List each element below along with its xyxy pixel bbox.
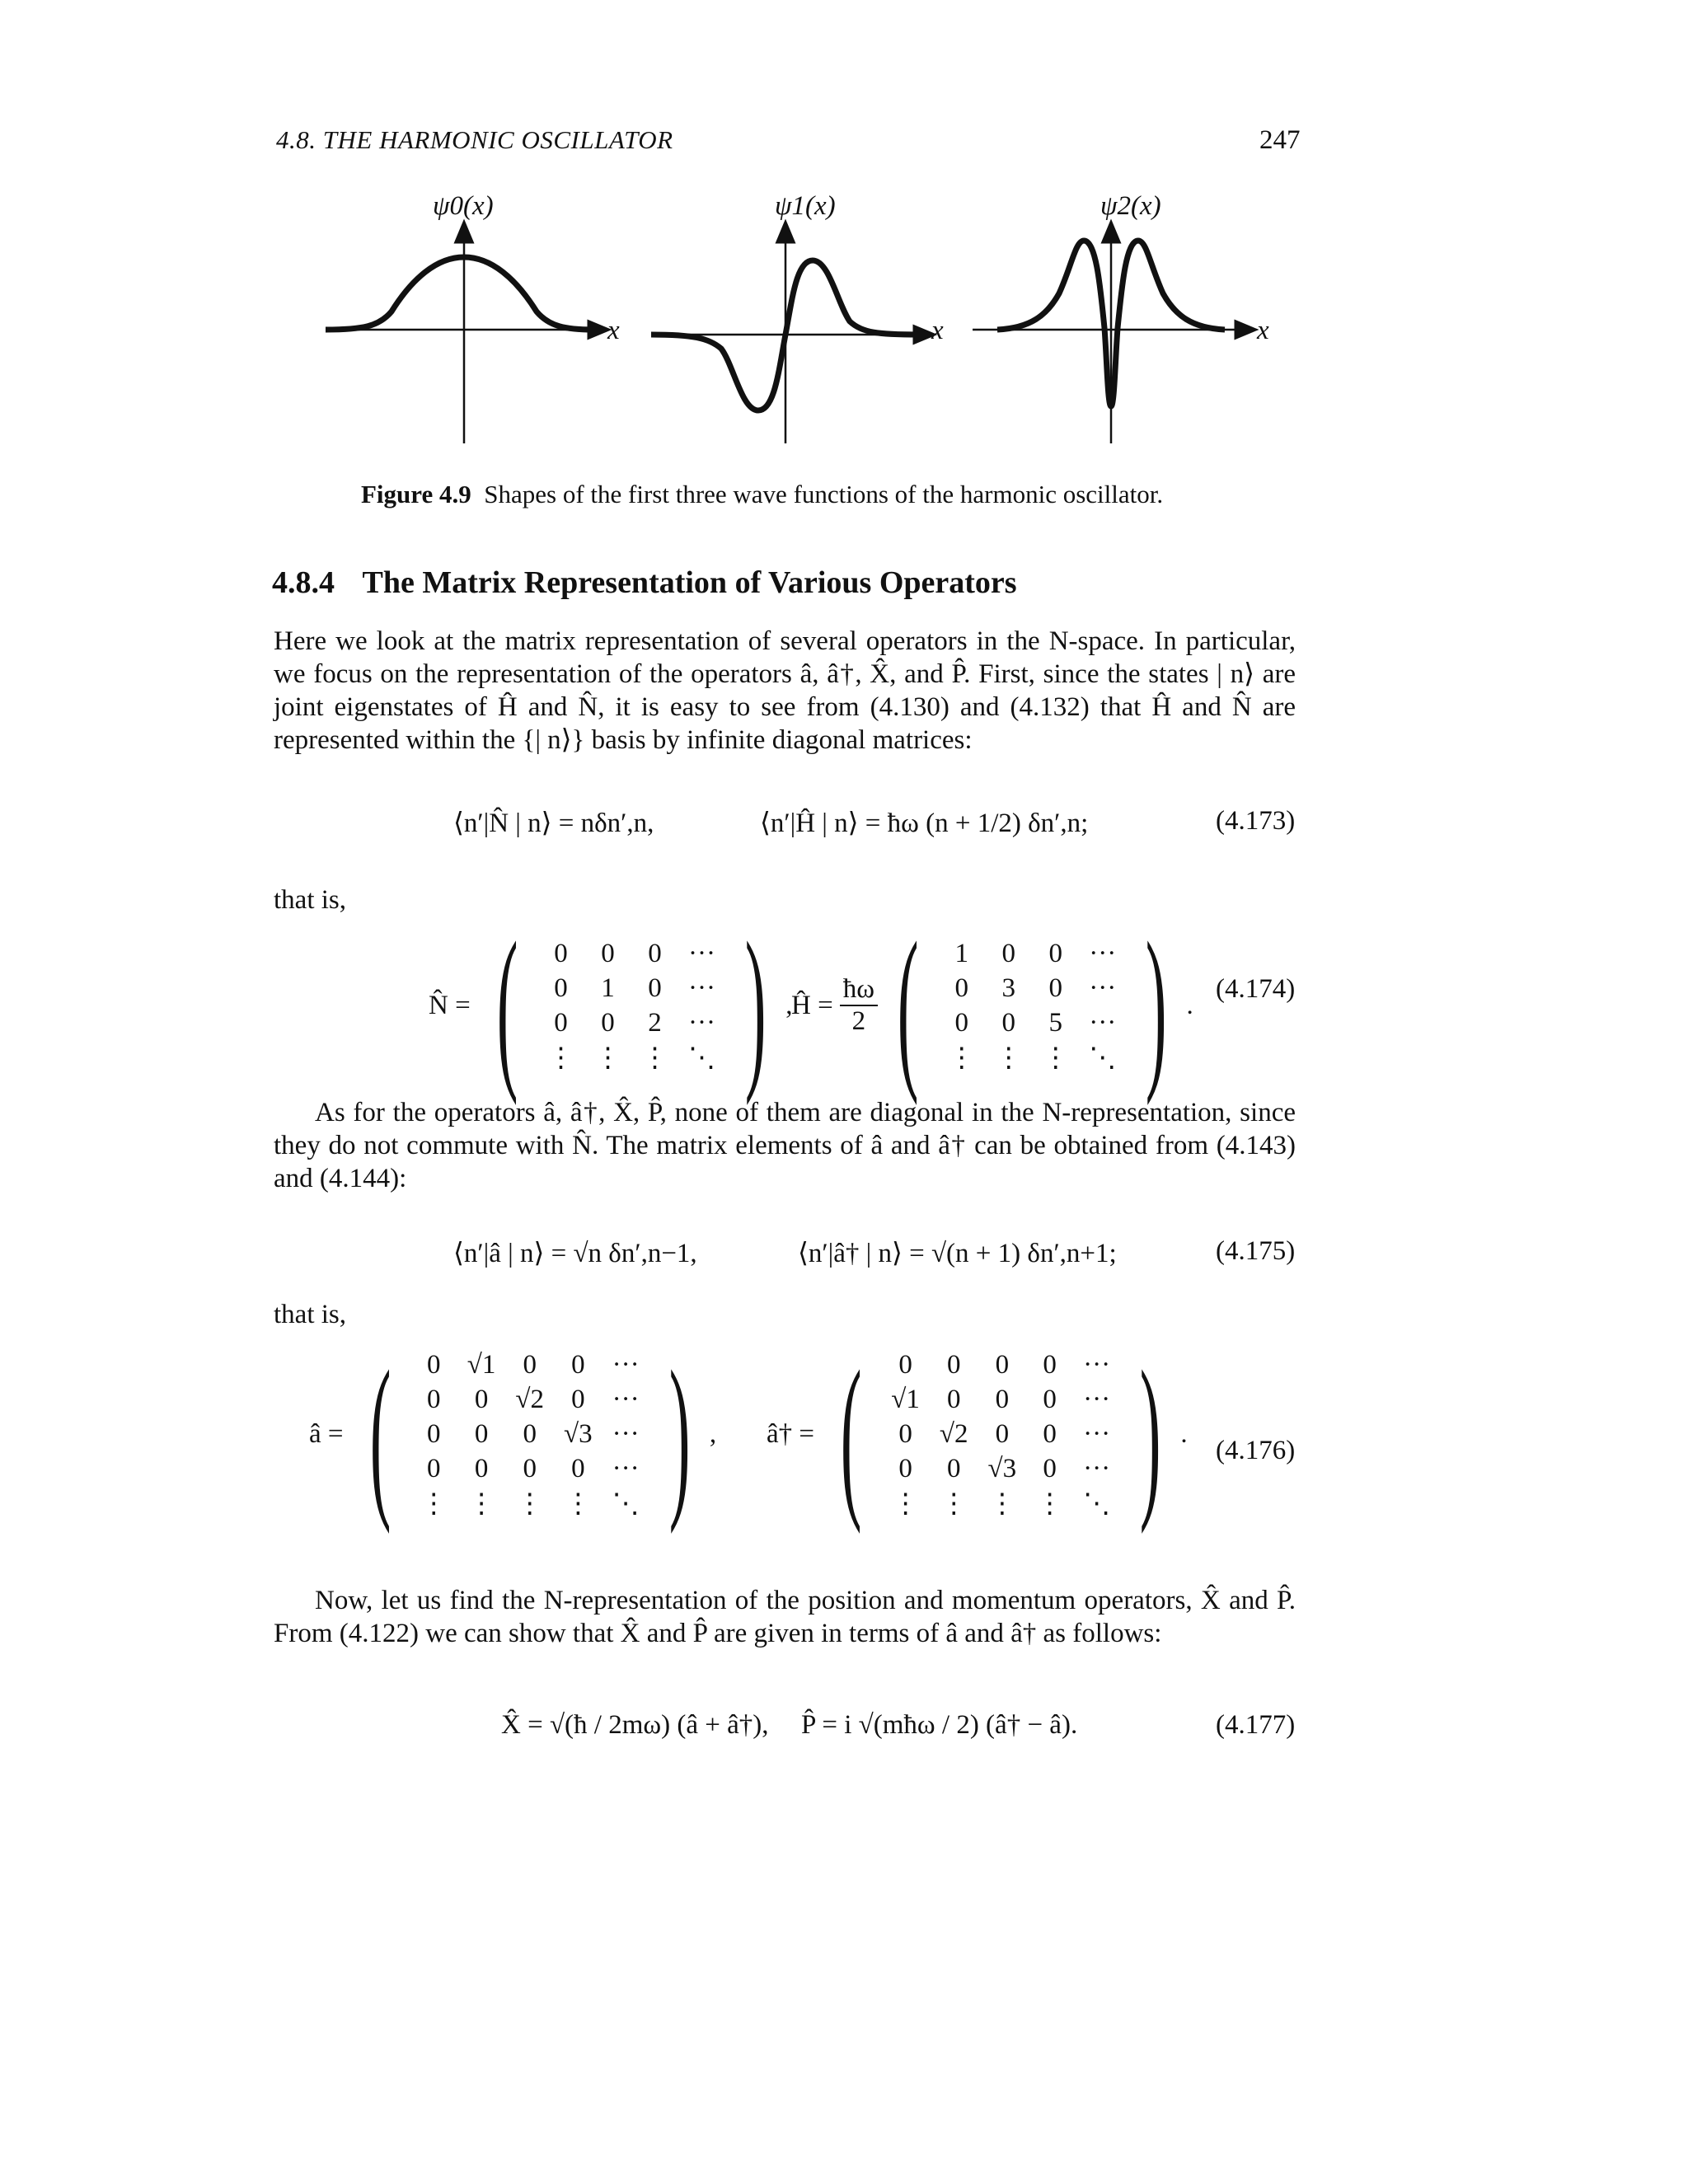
left-paren: (: [496, 905, 518, 1106]
paragraph-1: Here we look at the matrix representation of several operators in the N-space. In particular, we focus on the representation of the operators â, â†, X̂, and P̂. First, since the states | n⟩ are joint eigenstates of Ĥ and N̂, it is easy to see from (4.130) and (4.132) that Ĥ and N̂ are represented within the {| n⟩} basis by infinite diagonal matrices:: [274, 626, 1296, 755]
matrix-cell: ⋮: [467, 1489, 495, 1519]
eq-4-175-number: (4.175): [1216, 1236, 1296, 1266]
matrix-cell: 0: [946, 1349, 961, 1380]
eq-4-177-number: (4.177): [1216, 1710, 1296, 1740]
matrix-cell: ···: [612, 1418, 640, 1449]
eq-4-176-a: [309, 1333, 717, 1535]
matrix-cell: 0: [1001, 1007, 1015, 1038]
matrix-cell: ⋮: [948, 1043, 976, 1073]
a-matrix: [410, 1347, 649, 1521]
matrix-cell: ⋮: [593, 1043, 621, 1073]
right-paren: ): [1139, 1333, 1161, 1535]
matrix-cell: ⋮: [1042, 1043, 1070, 1073]
matrix-cell: 0: [898, 1418, 912, 1449]
eq-4-175-left: ⟨n′|â | n⟩ = √n δn′,n−1,: [453, 1239, 697, 1268]
matrix-cell: √3: [564, 1418, 593, 1449]
eq-4-173-right: ⟨n′|Ĥ | n⟩ = ħω (n + 1/2) δn′,n;: [760, 808, 1089, 838]
matrix-cell: ···: [1083, 1453, 1111, 1483]
a-dagger-matrix: [881, 1347, 1120, 1521]
paragraph-2: As for the operators â, â†, X̂, P̂, none of them are diagonal in the N-representation, since they do not commute with N̂. The matrix elements of â and â† can be obtained from (4.143) and (4.144):: [274, 1098, 1296, 1193]
matrix-cell: ···: [1083, 1418, 1111, 1449]
eq-4-176-number: (4.176): [1216, 1436, 1296, 1465]
matrix-cell: 0: [954, 1007, 968, 1038]
matrix-cell: 0: [601, 1007, 615, 1038]
x-label-3: x: [1257, 316, 1269, 345]
matrix-cell: ···: [1089, 972, 1117, 1003]
matrix-cell: 0: [898, 1453, 912, 1483]
matrix-cell: 0: [554, 1007, 568, 1038]
section-number: 4.8.4: [272, 565, 335, 600]
matrix-cell: ···: [612, 1384, 640, 1414]
matrix-cell: 0: [523, 1453, 537, 1483]
matrix-cell: ⋮: [988, 1489, 1016, 1519]
matrix-cell: 0: [427, 1418, 441, 1449]
matrix-cell: 0: [474, 1453, 489, 1483]
psi0-curve: [326, 257, 593, 330]
matrix-cell: 0: [1043, 1418, 1057, 1449]
period: .: [1180, 1418, 1188, 1449]
left-paren: (: [369, 1333, 391, 1535]
plot-psi2: [973, 229, 1249, 443]
eq-4-173-number: (4.173): [1216, 806, 1296, 836]
matrix-cell: 0: [1043, 1384, 1057, 1414]
eq-4-174-number: (4.174): [1216, 974, 1296, 1004]
matrix-cell: 0: [523, 1418, 537, 1449]
comma: ,: [785, 990, 793, 1020]
H-matrix: [938, 936, 1126, 1075]
plot-psi1: [651, 229, 927, 443]
matrix-cell: ⋮: [516, 1489, 544, 1519]
matrix-cell: √1: [467, 1349, 496, 1380]
plot-psi0: [326, 229, 602, 443]
matrix-cell: 0: [648, 972, 662, 1003]
matrix-cell: 3: [1001, 972, 1015, 1003]
matrix-cell: √2: [939, 1418, 968, 1449]
matrix-cell: ⋱: [687, 1043, 715, 1073]
that-is-2: that is,: [274, 1300, 346, 1329]
figure-label: Figure 4.9: [361, 480, 471, 509]
matrix-cell: 0: [1048, 938, 1062, 968]
matrix-cell: 0: [523, 1349, 537, 1380]
N-matrix-label: N̂ =: [429, 990, 471, 1020]
matrix-cell: 0: [995, 1384, 1010, 1414]
matrix-cell: ···: [687, 938, 715, 968]
eq-4-173-left: ⟨n′|N̂ | n⟩ = nδn′,n,: [453, 808, 654, 838]
matrix-cell: 0: [474, 1384, 489, 1414]
matrix-cell: 5: [1048, 1007, 1062, 1038]
running-header: 4.8. THE HARMONIC OSCILLATOR: [276, 125, 673, 154]
matrix-cell: ⋱: [1089, 1043, 1117, 1073]
matrix-cell: ⋮: [564, 1489, 592, 1519]
N-matrix: [537, 936, 725, 1075]
matrix-cell: 0: [898, 1349, 912, 1380]
matrix-cell: ⋮: [940, 1489, 968, 1519]
matrix-cell: 0: [1043, 1453, 1057, 1483]
matrix-cell: 0: [946, 1453, 961, 1483]
matrix-cell: ···: [687, 972, 715, 1003]
right-paren: ): [668, 1333, 691, 1535]
matrix-cell: ···: [612, 1349, 640, 1380]
section-heading: [272, 565, 1017, 601]
matrix-cell: ⋮: [1036, 1489, 1064, 1519]
left-paren: (: [840, 1333, 862, 1535]
H-prefactor: [840, 974, 878, 1037]
matrix-cell: 0: [427, 1453, 441, 1483]
matrix-cell: ⋮: [995, 1043, 1023, 1073]
right-paren: ): [744, 905, 767, 1106]
matrix-cell: 0: [571, 1349, 585, 1380]
psi1-label: ψ1(x): [775, 191, 836, 221]
section-title: The Matrix Representation of Various Operators: [362, 565, 1017, 600]
matrix-cell: ···: [612, 1453, 640, 1483]
psi2-label: ψ2(x): [1100, 191, 1161, 221]
paragraph-3: Now, let us find the N-representation of the position and momentum operators, X̂ and P̂. From (4.122) we can show that X̂ and P̂ are given in terms of â and â† as follows:: [274, 1586, 1296, 1648]
x-label-2: x: [931, 316, 944, 345]
matrix-cell: √1: [891, 1384, 920, 1414]
matrix-cell: 0: [554, 938, 568, 968]
matrix-cell: ⋱: [612, 1489, 640, 1519]
matrix-cell: 0: [1048, 972, 1062, 1003]
comma: ,: [709, 1418, 717, 1449]
matrix-cell: ⋮: [546, 1043, 574, 1073]
that-is-1: that is,: [274, 885, 346, 915]
matrix-cell: √3: [987, 1453, 1017, 1483]
psi0-label: ψ0(x): [433, 191, 494, 221]
eq-4-175-right: ⟨n′|â† | n⟩ = √(n + 1) δn′,n+1;: [798, 1239, 1117, 1268]
matrix-cell: 0: [427, 1349, 441, 1380]
H-matrix-label: Ĥ =: [791, 990, 833, 1020]
matrix-cell: ⋮: [892, 1489, 920, 1519]
matrix-cell: 1: [954, 938, 968, 968]
matrix-cell: 0: [427, 1384, 441, 1414]
eq-4-176-adag: [767, 1333, 1188, 1535]
matrix-cell: ⋱: [1083, 1489, 1111, 1519]
wavefunction-figure: [313, 188, 1302, 452]
matrix-cell: 0: [554, 972, 568, 1003]
figure-caption: [361, 480, 1163, 509]
matrix-cell: 1: [601, 972, 615, 1003]
matrix-cell: 0: [954, 972, 968, 1003]
matrix-cell: 0: [601, 938, 615, 968]
matrix-cell: ···: [1089, 1007, 1117, 1038]
eq-4-174-H: [791, 905, 1193, 1106]
prefactor-denominator: 2: [851, 1006, 866, 1036]
prefactor-numerator: ħω: [840, 974, 878, 1006]
matrix-cell: ···: [687, 1007, 715, 1038]
matrix-cell: ···: [1083, 1384, 1111, 1414]
eq-4-177-right: P̂ = i √(mħω / 2) (â† − â).: [801, 1710, 1078, 1740]
matrix-cell: ⋮: [420, 1489, 448, 1519]
page-number: 247: [1259, 125, 1301, 155]
right-paren: ): [1146, 905, 1167, 1106]
caption-text: Shapes of the first three wave functions of the harmonic oscillator.: [484, 480, 1164, 509]
matrix-cell: 0: [995, 1349, 1010, 1380]
a-matrix-label: â =: [309, 1418, 344, 1449]
eq-4-177-left: X̂ = √(ħ / 2mω) (â + â†),: [501, 1710, 769, 1740]
left-paren: (: [897, 905, 919, 1106]
x-label-1: x: [607, 316, 620, 345]
eq-4-174-N: [429, 905, 793, 1106]
matrix-cell: 0: [1043, 1349, 1057, 1380]
matrix-cell: ⋮: [640, 1043, 668, 1073]
matrix-cell: ···: [1089, 938, 1117, 968]
matrix-cell: 0: [995, 1418, 1010, 1449]
matrix-cell: 2: [648, 1007, 662, 1038]
matrix-cell: 0: [1001, 938, 1015, 968]
matrix-cell: 0: [474, 1418, 489, 1449]
matrix-cell: 0: [648, 938, 662, 968]
period: .: [1186, 990, 1193, 1020]
matrix-cell: √2: [515, 1384, 545, 1414]
matrix-cell: 0: [571, 1384, 585, 1414]
matrix-cell: 0: [946, 1384, 961, 1414]
matrix-cell: 0: [571, 1453, 585, 1483]
a-dagger-matrix-label: â† =: [767, 1418, 815, 1449]
matrix-cell: ···: [1083, 1349, 1111, 1380]
